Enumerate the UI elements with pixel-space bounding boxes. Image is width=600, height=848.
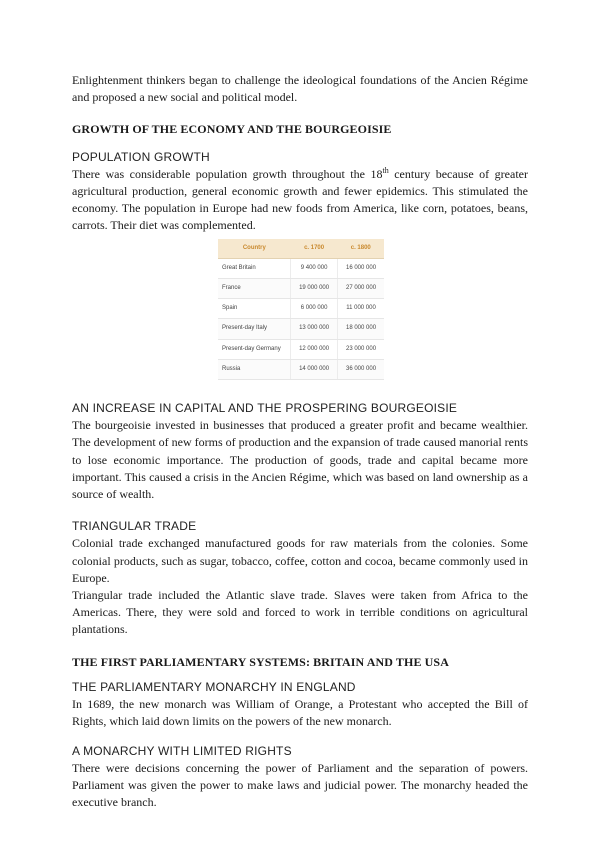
capital-paragraph: The bourgeoisie invested in businesses that produced a greater profit and became wealthier. The development of new forms of production and the expansion of trade caused manorial rents to lose economic importance. The production of goods, trade and capital became more important. This caused a crisis in the Ancien Régime, which was based on land ownership as a source of wealth.: [72, 418, 528, 502]
population-text-before: There was considerable population growth throughout the 18: [72, 166, 383, 181]
table-row: [218, 359, 384, 379]
table-header-1800: c. 1800: [338, 239, 384, 259]
population-table: [218, 239, 384, 380]
heading-population-growth: POPULATION GROWTH: [72, 149, 210, 164]
table-header-1700: c. 1700: [291, 239, 338, 259]
section-title-parliamentary: THE FIRST PARLIAMENTARY SYSTEMS: BRITAIN AND THE USA: [72, 654, 449, 669]
intro-paragraph: Enlightenment thinkers began to challenge the ideological foundations of the Ancien Régime and proposed a new social and political model.: [72, 73, 528, 105]
table-header-country: Country: [218, 239, 291, 259]
table-cell: France: [218, 279, 291, 299]
table-cell: Spain: [218, 299, 291, 319]
table-row: [218, 258, 384, 278]
table-cell: 16 000 000: [338, 258, 384, 278]
table-cell: 23 000 000: [338, 339, 384, 359]
heading-parliamentary-monarchy: THE PARLIAMENTARY MONARCHY IN ENGLAND: [72, 679, 356, 694]
table-cell: 11 000 000: [338, 299, 384, 319]
table-cell: Russia: [218, 359, 291, 379]
table-cell: 19 000 000: [291, 279, 338, 299]
table-cell: 36 000 000: [338, 359, 384, 379]
population-table-wrapper: [74, 239, 528, 380]
population-text-after: century because of greater agricultural production, general economic growth and fewer epidemics. This stimulated the economy. The population in Europe had new foods from America, like corn, potatoes, beans, carrots. Their diet was complemented.: [72, 166, 528, 233]
limited-paragraph: There were decisions concerning the power of Parliament and the separation of powers. Parliament was given the power to make laws and judicial power. The monarchy headed the executive branch.: [72, 760, 528, 810]
table-cell: Present-day Germany: [218, 339, 291, 359]
section-title-economy: GROWTH OF THE ECONOMY AND THE BOURGEOISIE: [72, 122, 392, 137]
table-cell: 18 000 000: [338, 319, 384, 339]
heading-capital: AN INCREASE IN CAPITAL AND THE PROSPERING BOURGEOISIE: [72, 401, 458, 416]
heading-limited-monarchy: A MONARCHY WITH LIMITED RIGHTS: [72, 743, 292, 758]
table-cell: 12 000 000: [291, 339, 338, 359]
triangular-paragraph-2: Triangular trade included the Atlantic slave trade. Slaves were taken from Africa to the Americas. There, they were sold and forced to work in terrible conditions on agricultural plantations.: [72, 588, 528, 637]
table-row: [218, 319, 384, 339]
table-cell: 9 400 000: [291, 258, 338, 278]
monarchy-paragraph: In 1689, the new monarch was William of Orange, a Protestant who accepted the Bill of Rights, which laid down limits on the powers of the new monarch.: [72, 697, 528, 729]
table-row: [218, 299, 384, 319]
table-row: [218, 279, 384, 299]
table-cell: 6 000 000: [291, 299, 338, 319]
table-header-row: [218, 239, 384, 259]
table-row: [218, 339, 384, 359]
table-cell: 14 000 000: [291, 359, 338, 379]
table-cell: 27 000 000: [338, 279, 384, 299]
page-content: [72, 72, 528, 811]
heading-triangular-trade: TRIANGULAR TRADE: [72, 519, 197, 534]
table-cell: Great Britain: [218, 258, 291, 278]
table-cell: 13 000 000: [291, 319, 338, 339]
population-paragraph: [72, 166, 528, 235]
triangular-paragraph-1: Colonial trade exchanged manufactured goods for raw materials from the colonies. Some colonial products, such as sugar, tobacco, coffee, cotton and cocoa, became commonly used in Europe.: [72, 536, 528, 585]
century-superscript: th: [382, 165, 389, 175]
table-cell: Present-day Italy: [218, 319, 291, 339]
